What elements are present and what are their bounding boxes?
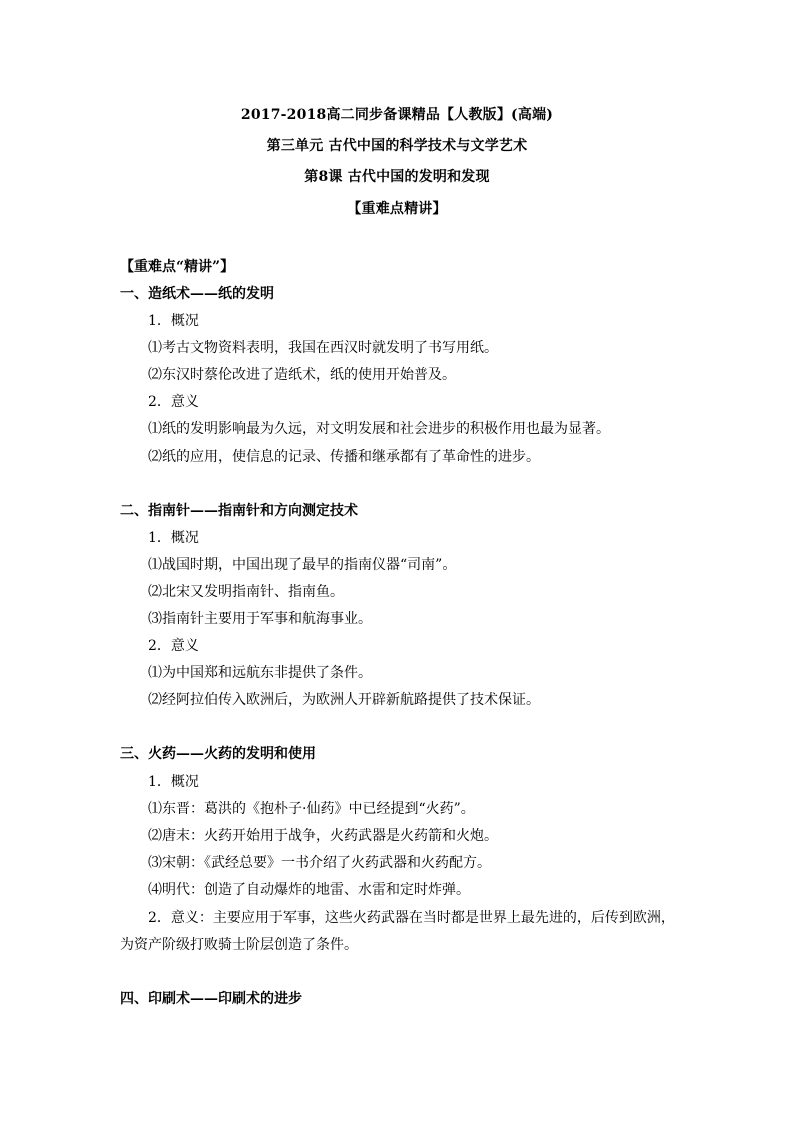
subheading: 1．概况 (148, 530, 199, 546)
paragraph: ⑴纸的发明影响最为久远，对文明发展和社会进步的积极作用也最为显著。 (148, 421, 610, 437)
section-heading: 一、造纸术——纸的发明 (120, 286, 274, 302)
paragraph: ⑵纸的应用，使信息的记录、传播和继承都有了革命性的进步。 (148, 449, 540, 465)
subheading: 1．概况 (148, 774, 199, 790)
paragraph: ⑴为中国郑和远航东非提供了条件。 (148, 665, 372, 681)
subheading: 1．概况 (148, 313, 199, 329)
paragraph: ⑵东汉时蔡伦改进了造纸术，纸的使用开始普及。 (148, 367, 456, 383)
subheading: 2．意义 (148, 638, 199, 654)
section-heading: 四、印刷术——印刷术的进步 (120, 991, 302, 1007)
paragraph: ⑵经阿拉伯传入欧洲后，为欧洲人开辟新航路提供了技术保证。 (148, 692, 540, 708)
paragraph-continuation: 为资产阶级打败骑士阶层创造了条件。 (120, 937, 358, 953)
unit-title: 第三单元 古代中国的科学技术与文学艺术 (266, 138, 528, 154)
doc-header-line: 2017-2018高二同步备课精品【人教版】(高端) (240, 107, 554, 123)
paragraph: ⑶指南针主要用于军事和航海事业。 (148, 611, 372, 627)
paragraph: ⑴东晋：葛洪的《抱朴子·仙药》中已经提到“火药”。 (148, 801, 475, 817)
section-heading: 三、火药——火药的发明和使用 (120, 746, 316, 762)
paragraph: ⑷明代：创造了自动爆炸的地雷、水雷和定时炸弹。 (148, 882, 470, 898)
paragraph: ⑶宋朝：《武经总要》一书介绍了火药武器和火药配方。 (148, 855, 491, 871)
paragraph: ⑴考古文物资料表明，我国在西汉时就发明了书写用纸。 (148, 340, 498, 356)
paragraph: ⑴战国时期，中国出现了最早的指南仪器“司南”。 (148, 557, 457, 573)
section-label: 【重难点精讲】 (347, 201, 447, 217)
lesson-title: 第8课 古代中国的发明和发现 (304, 169, 490, 185)
subheading: 2．意义 (148, 394, 199, 410)
section-heading: 二、指南针——指南针和方向测定技术 (120, 503, 358, 519)
paragraph: 2．意义：主要应用于军事，这些火药武器在当时都是世界上最先进的，后传到欧洲， (148, 910, 675, 926)
paragraph: ⑵北宋又发明指南针、指南鱼。 (148, 584, 344, 600)
intro-heading: 【重难点“精讲”】 (120, 259, 235, 275)
paragraph: ⑵唐末：火药开始用于战争，火药武器是火药箭和火炮。 (148, 828, 498, 844)
